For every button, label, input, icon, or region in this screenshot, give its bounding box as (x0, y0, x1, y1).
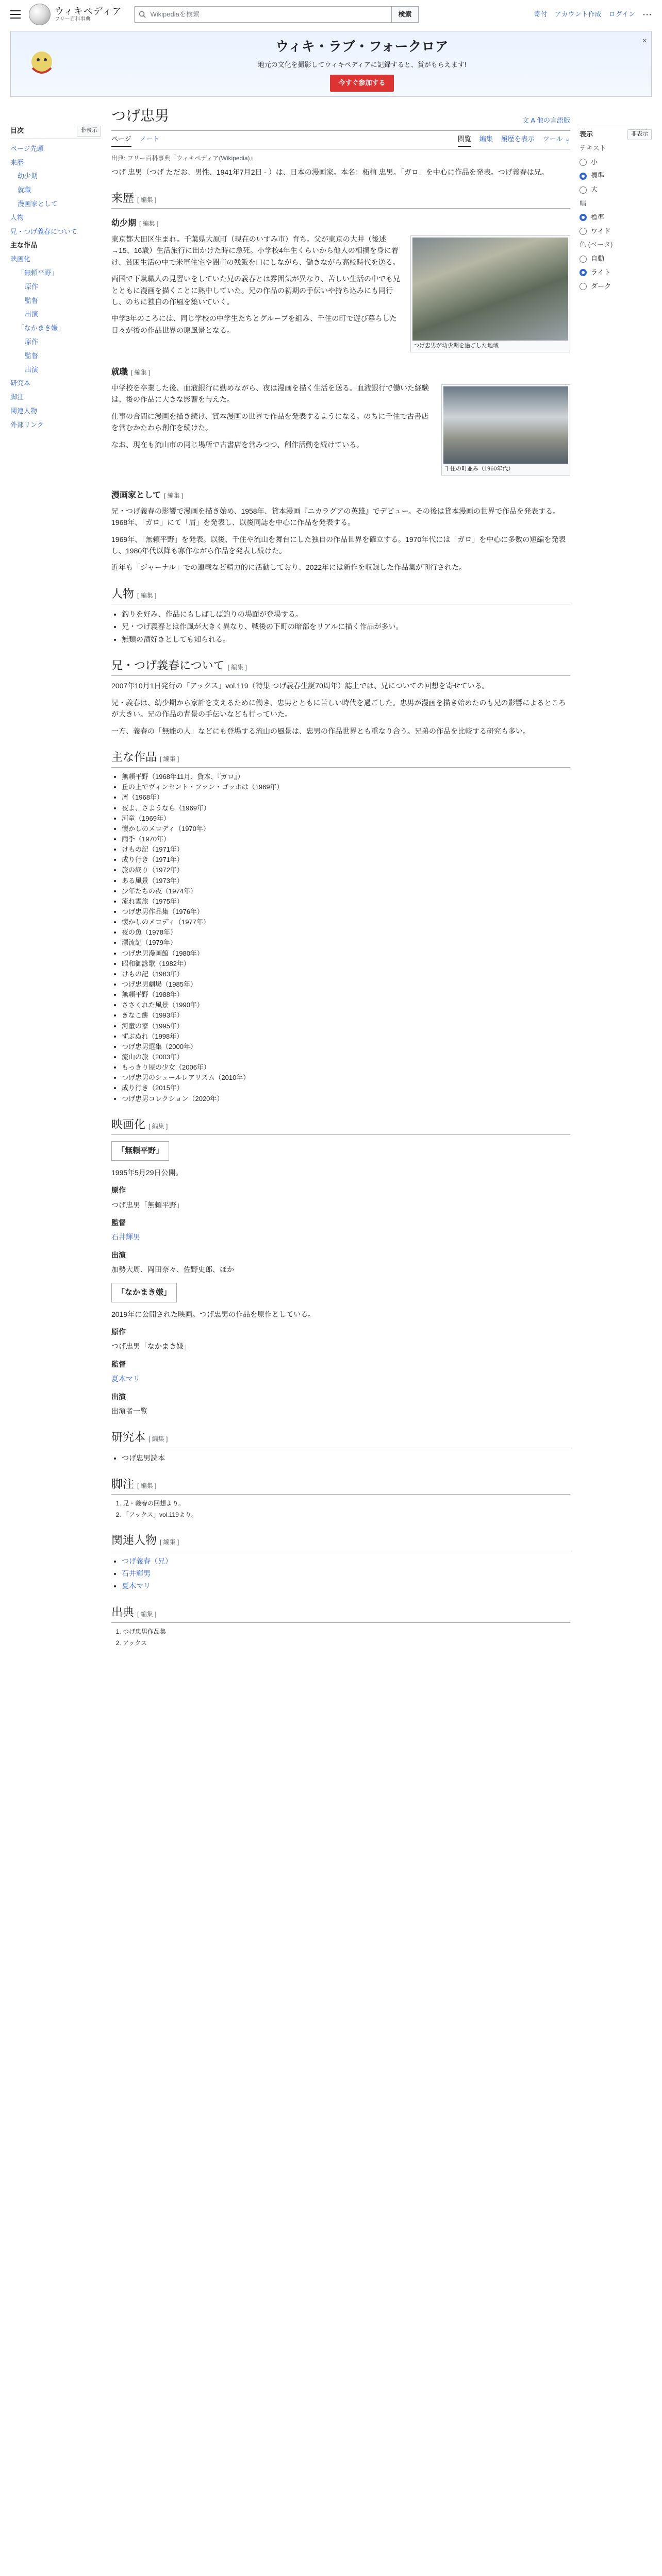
heading-sources: 出典 (111, 1605, 135, 1619)
heading-original: 原作 (111, 1186, 126, 1195)
heading-works: 主な作品 (111, 750, 157, 764)
film-title-box: 「なかまき嫌」 (111, 1283, 177, 1302)
heading-director: 監督 (111, 1218, 126, 1227)
list-item: • 釣りを好み、作品にもしばしば釣りの場面が登場する。 (122, 608, 570, 620)
heading-notes: 脚注 (111, 1477, 135, 1490)
toc-item-link[interactable]: 脚注 (10, 393, 24, 401)
toc-item[interactable] (10, 321, 101, 335)
heading-research: 研究本 (111, 1431, 146, 1444)
wiki-loves-folklore-logo (21, 43, 62, 84)
toc-item[interactable] (10, 156, 101, 170)
radio-icon[interactable] (580, 187, 587, 194)
work-item: • 丘の上でヴィンセント・ファン・ゴッホは（1969年） (122, 782, 570, 792)
text-size-option[interactable] (580, 157, 652, 168)
toc-item[interactable] (10, 183, 101, 197)
related-list (122, 1555, 570, 1592)
toc-item-link[interactable]: 映画化 (10, 255, 31, 263)
radio-icon[interactable] (580, 228, 587, 235)
note-item: 1. 兄・義春の回想より。 (123, 1499, 570, 1509)
work-item: • つげ忠男劇場（1985年） (122, 979, 570, 990)
work-item: • けもの記（1983年） (122, 969, 570, 979)
film-title-box: 「無頼平野」 (111, 1141, 169, 1161)
table-of-contents (10, 105, 101, 1650)
edit-link[interactable]: [ 編集 ] (148, 1122, 168, 1130)
paragraph: 加勢大周、岡田奈々、佐野史郎、ほか (111, 1265, 234, 1274)
list-item: • 無類の酒好きとしても知られる。 (122, 634, 570, 645)
radio-icon[interactable] (580, 214, 587, 221)
width-option[interactable] (580, 212, 652, 223)
toc-item-link[interactable]: 原作 (25, 282, 39, 291)
search-input[interactable] (134, 6, 392, 23)
work-item: • つげ忠男漫画館（1980年） (122, 948, 570, 959)
edit-link[interactable]: [ 編集 ] (148, 1435, 168, 1443)
work-item: • 河童（1969年） (122, 814, 570, 824)
toc-item-link[interactable]: 原作 (25, 337, 39, 346)
toc-item[interactable] (10, 335, 101, 349)
notes-list (111, 1499, 570, 1520)
width-option-label: ワイド (591, 227, 611, 235)
heading-employment: 就職 (111, 368, 128, 377)
search-icon (139, 11, 146, 18)
work-item: • 流れ雲旅（1975年） (122, 896, 570, 907)
edit-link[interactable]: [ 編集 ] (137, 591, 157, 599)
work-item: • 河童の家（1995年） (122, 1021, 570, 1031)
paragraph: 1995年5月29日公開。 (111, 1168, 183, 1177)
work-item: • ささくれた風景（1990年） (122, 1000, 570, 1010)
edit-link[interactable]: [ 編集 ] (137, 1610, 157, 1618)
research-list (122, 1452, 570, 1464)
work-item: • 昭和御詠歌（1982年） (122, 959, 570, 969)
wordmark-tagline: フリー百科事典 (55, 16, 91, 23)
sources-list (111, 1627, 570, 1648)
wikipedia-logo[interactable] (29, 4, 122, 25)
appearance-hide-button[interactable]: 非表示 (627, 129, 652, 140)
campaign-banner (10, 31, 652, 97)
radio-icon[interactable] (580, 256, 587, 263)
toc-item[interactable] (10, 363, 101, 377)
globe-logo-icon (29, 4, 51, 25)
color-option-label: ライト (591, 268, 611, 276)
related-link[interactable]: 石井輝男 (122, 1569, 151, 1578)
toc-item[interactable] (10, 280, 101, 294)
list-item: • つげ忠男読本 (122, 1452, 570, 1464)
color-option[interactable] (580, 253, 652, 264)
toc-item-link[interactable]: 「無頼平野」 (18, 268, 58, 277)
work-item: • 屑（1968年） (122, 792, 570, 803)
tab-talk[interactable]: ノート (139, 134, 160, 143)
tab-history[interactable]: 履歴を表示 (501, 134, 535, 143)
language-button[interactable]: 文 A 他の言語版 (522, 116, 570, 124)
tab-tools[interactable]: ツール ⌄ (542, 134, 570, 143)
paragraph: 仕事の合間に漫画を描き続け、貸本漫画の世界で作品を発表するようになる。のちに千住で古書店を営むかたわら創作を続けた。 (111, 412, 429, 432)
heading-original: 原作 (111, 1327, 126, 1336)
color-option[interactable] (580, 267, 652, 278)
page-title: つげ忠男 (111, 108, 170, 124)
search-button[interactable]: 検索 (392, 6, 418, 23)
text-size-option[interactable] (580, 184, 652, 195)
work-item: • つげ忠男のシュールレアリズム（2010年） (122, 1073, 570, 1083)
work-item: • 少年たちの夜（1974年） (122, 886, 570, 896)
toc-item[interactable] (10, 211, 101, 225)
toc-item-link[interactable]: 研究本 (10, 379, 31, 387)
heading-childhood: 幼少期 (111, 219, 137, 228)
paragraph: つげ忠男「なかまき嫌」 (111, 1342, 191, 1351)
radio-icon[interactable] (580, 173, 587, 180)
work-item: • 無頼平野（1968年11月、貸本、『ガロ』） (122, 772, 570, 782)
toc-item[interactable] (10, 197, 101, 211)
toc-item-link[interactable]: 監督 (25, 351, 39, 360)
paragraph: 近年も「ジャーナル」での連載など精力的に活動しており、2022年には新作を収録した作品集が刊行された。 (111, 563, 467, 572)
tab-page[interactable]: ページ (111, 134, 131, 147)
wordmark-title: ウィキペディア (55, 6, 122, 16)
work-item: • けもの記（1971年） (122, 844, 570, 855)
list-item: • 兄・つげ義春とは作風が大きく異なり、戦後の下町の暗部をリアルに描く作品が多い。 (122, 621, 570, 632)
toc-item[interactable] (10, 308, 101, 321)
search-placeholder: Wikipediaを検索 (150, 10, 200, 18)
edit-link[interactable]: [ 編集 ] (137, 196, 157, 204)
tab-edit[interactable]: 編集 (479, 134, 493, 143)
work-item: • ずぶぬれ（1998年） (122, 1031, 570, 1042)
article-content (111, 105, 570, 1650)
note-item: 2. 「アックス」vol.119より。 (123, 1510, 570, 1520)
banner-join-button[interactable]: 今すぐ参加する (330, 75, 393, 92)
appearance-heading: 表示 (580, 130, 593, 138)
toc-item[interactable] (10, 239, 101, 252)
donate-link[interactable]: 寄付 (534, 10, 548, 18)
folklore-logo-icon (25, 47, 58, 80)
thumbnail-figure (441, 384, 570, 476)
toc-item-link[interactable]: 関連人物 (10, 406, 38, 415)
toc-item-link[interactable]: 人物 (10, 213, 24, 222)
paragraph: 両国で下駄職人の見習いをしていた兄の義春とは雰囲気が異なり、苦しい生活の中でも兄とともに漫画を描くことに熱中していた。兄の作品の初期の手伝いや持ち込みにも同行し、のちに独自の作風を築いていく。 (111, 275, 400, 306)
toc-hide-button[interactable]: 非表示 (77, 126, 101, 137)
toc-item[interactable] (10, 391, 101, 404)
person-list (122, 608, 570, 645)
radio-icon[interactable] (580, 283, 587, 290)
radio-icon[interactable] (580, 159, 587, 166)
works-list (122, 772, 570, 1104)
toc-item[interactable] (10, 142, 101, 156)
banner-close-icon[interactable]: × (642, 37, 647, 45)
landscape-photo[interactable] (412, 238, 568, 341)
main-menu-icon[interactable] (10, 10, 21, 19)
work-item: • 流山の旅（2003年） (122, 1052, 570, 1062)
text-size-option-label: 小 (591, 158, 598, 166)
thumbnail-caption: 千住の町並み（1960年代） (444, 465, 514, 472)
toc-item-link[interactable]: 来歴 (10, 158, 24, 166)
color-option[interactable] (580, 281, 652, 292)
color-label: 色 (ベータ) (580, 241, 613, 249)
toc-item[interactable] (10, 252, 101, 266)
text-size-option-label: 標準 (591, 172, 605, 180)
source-item: 2. アックス (123, 1638, 570, 1648)
heading-related: 関連人物 (111, 1534, 157, 1547)
work-item: • 懐かしのメロディ（1977年） (122, 917, 570, 927)
work-item: • 夜よ、さようなら（1969年） (122, 803, 570, 814)
color-option-label: ダーク (591, 282, 611, 290)
paragraph: 兄・義春は、幼少期から家計を支えるために働き、忠男とともに苦しい時代を過ごした。忠男が漫画を描き始めたのも兄の影響によるところが大きい。兄の作品の背景の手伝いなども行っていた。 (111, 698, 566, 719)
heading-film: 映画化 (111, 1117, 146, 1131)
color-option-label: 自動 (591, 255, 605, 263)
paragraph: 東京都大田区生まれ。千葉県大原町（現在のいすみ市）育ち。父が東京の大井（後述→15、16歳）生活旅行に出かけた時に急死。小学校4年生くらいから他人の相撲を身に着け、貧困生活の中で米軍住宅や闇市の残飯を口にしながら、働きながら高校時代を送る。 (111, 234, 400, 266)
create-account-link[interactable]: アカウント作成 (554, 10, 602, 18)
director-link[interactable]: 夏木マリ (111, 1375, 140, 1383)
paragraph: 兄・つげ義春の影響で漫画を描き始め、1958年、貸本漫画『ニカラグアの英雄』でデビュー。その後は貸本漫画の世界で作品を発表する。1968年、「ガロ」にて「屑」を発表し、以後同誌を中心に作品を発表する。 (111, 506, 560, 527)
heading-as-manga-artist: 漫画家として (111, 491, 161, 500)
toc-item[interactable] (10, 418, 101, 432)
banner-title: ウィキ・ラブ・フォークロア (275, 39, 449, 55)
work-item: • つげ忠男コレクション（2020年） (122, 1094, 570, 1104)
toc-item-link[interactable]: 漫画家として (18, 199, 58, 208)
heading-cast: 出演 (111, 1250, 126, 1259)
toc-item-link[interactable]: 就職 (18, 186, 31, 194)
toc-heading: 目次 (10, 127, 24, 134)
edit-link[interactable]: [ 編集 ] (160, 1538, 179, 1546)
paragraph: なお、現在も流山市の同じ場所で古書店を営みつつ、創作活動を続けている。 (111, 440, 364, 449)
heading-brother: 兄・つげ義春について (111, 659, 225, 672)
toc-item-link[interactable]: 外部リンク (10, 420, 44, 429)
more-options-icon[interactable]: ⋯ (642, 9, 652, 20)
search-form (134, 6, 418, 23)
work-item: • つげ忠男選集（2000年） (122, 1042, 570, 1052)
heading-person: 人物 (111, 587, 135, 600)
width-option-label: 標準 (591, 213, 605, 221)
work-item: • 無頼平野（1988年） (122, 990, 570, 1000)
radio-icon[interactable] (580, 269, 587, 276)
heading-cast: 出演 (111, 1392, 126, 1401)
paragraph: 2007年10月1日発行の「アックス」vol.119（特集 つげ義春生誕70周年）誌上では、兄についての回想を寄せている。 (111, 682, 489, 690)
paragraph: 出演者一覧 (111, 1406, 147, 1415)
toc-item-link[interactable]: 兄・つげ義春について (10, 227, 77, 235)
paragraph: 一方、義春の「無能の人」などにも登場する流山の風景は、忠男の作品世界とも重なり合う。兄弟の作品を比較する研究も多い。 (111, 726, 530, 735)
work-item: • 漂流記（1979年） (122, 938, 570, 948)
work-item: • 懐かしのメロディ（1970年） (122, 824, 570, 834)
page-tabs (111, 131, 570, 149)
paragraph: 中学3年のころには、同じ学校の中学生たちとグループを組み、千住の町で遊び暮らした日々が後の作品世界の原風景となる。 (111, 314, 397, 334)
toc-list (10, 142, 101, 432)
edit-link[interactable]: [ 編集 ] (137, 1482, 157, 1489)
toc-item[interactable] (10, 170, 101, 183)
work-item: • 雨季（1970年） (122, 834, 570, 844)
lead-paragraph: つげ 忠男（つげ ただお、男性、1941年7月2日 - ）は、日本の漫画家。本名：柘植 忠男。「ガロ」を中心に作品を発表。つげ義春は兄。 (111, 167, 549, 176)
work-item: • 成り行き（1971年） (122, 855, 570, 865)
toc-item-link[interactable]: 監督 (25, 296, 39, 304)
work-item: • 成り行き（2015年） (122, 1083, 570, 1093)
work-item: • つげ忠男作品集（1976年） (122, 907, 570, 917)
toc-item[interactable] (10, 349, 101, 363)
banner-subtitle: 地元の文化を撮影してウィキペディアに記録すると、賞がもらえます! (257, 61, 467, 69)
director-link[interactable]: 石井輝男 (111, 1233, 140, 1242)
related-link[interactable]: 夏木マリ (122, 1582, 151, 1590)
thumbnail-caption: つげ忠男が幼少期を過ごした地域 (413, 342, 499, 349)
toc-item-link[interactable]: ページ先頭 (10, 144, 44, 152)
heading-career: 来歴 (111, 192, 135, 205)
toc-item[interactable] (10, 294, 101, 308)
paragraph: 2019年に公開された映画。つげ忠男の作品を原作としている。 (111, 1310, 316, 1318)
text-size-label: テキスト (580, 144, 606, 152)
heading-director: 監督 (111, 1360, 126, 1368)
toc-item-link[interactable]: 出演 (25, 365, 39, 374)
edit-link[interactable]: [ 編集 ] (164, 492, 184, 500)
appearance-panel (580, 105, 652, 1650)
paragraph: 中学校を卒業した後、血液銀行に勤めながら、夜は漫画を描く生活を送る。血液銀行で働いた経験は、後の作品に大きな影響を与えた。 (111, 383, 429, 404)
toc-item-link[interactable]: 出演 (25, 310, 39, 318)
login-link[interactable]: ログイン (608, 10, 635, 18)
width-option[interactable] (580, 226, 652, 237)
work-item: • 旅の終り（1972年） (122, 865, 570, 875)
toc-item[interactable] (10, 404, 101, 418)
width-label: 幅 (580, 199, 587, 207)
toc-item-link[interactable]: 幼少期 (18, 172, 38, 180)
text-size-option-label: 大 (591, 185, 598, 194)
paragraph: つげ忠男「無頼平野」 (111, 1200, 184, 1209)
related-link[interactable]: つげ義春（兄） (122, 1556, 172, 1565)
edit-link[interactable]: [ 編集 ] (131, 369, 151, 377)
toc-item[interactable] (10, 266, 101, 280)
work-item: • もっきり屋の少女（2006年） (122, 1062, 570, 1073)
site-header (0, 0, 662, 29)
thumbnail-figure (410, 235, 570, 352)
toc-item-link[interactable]: 主な作品 (10, 241, 38, 249)
work-item: • 夜の魚（1978年） (122, 927, 570, 938)
source-item: 1. つげ忠男作品集 (123, 1627, 570, 1637)
tab-read[interactable]: 閲覧 (458, 134, 471, 147)
work-item: • きなこ餅（1993年） (122, 1010, 570, 1021)
toc-item[interactable] (10, 377, 101, 391)
toc-item-link[interactable]: 「なかまき嫌」 (18, 324, 65, 332)
work-item: • ある風景（1973年） (122, 876, 570, 886)
edit-link[interactable]: [ 編集 ] (160, 755, 179, 762)
text-size-option[interactable] (580, 171, 652, 181)
edit-link[interactable]: [ 編集 ] (139, 220, 159, 228)
street-photo[interactable] (443, 386, 568, 464)
user-links (534, 9, 652, 20)
paragraph: 1969年、「無頼平野」を発表。以後、千住や流山を舞台にした独自の作品世界を確立する。1970年代には「ガロ」を中心に多数の短編を発表し、1980年代以降も寡作ながら作品を発表し続けた。 (111, 535, 566, 555)
edit-link[interactable]: [ 編集 ] (227, 664, 247, 671)
from-wikipedia: 出典: フリー百科事典『ウィキペディア(Wikipedia)』 (111, 154, 256, 162)
toc-item[interactable] (10, 225, 101, 239)
